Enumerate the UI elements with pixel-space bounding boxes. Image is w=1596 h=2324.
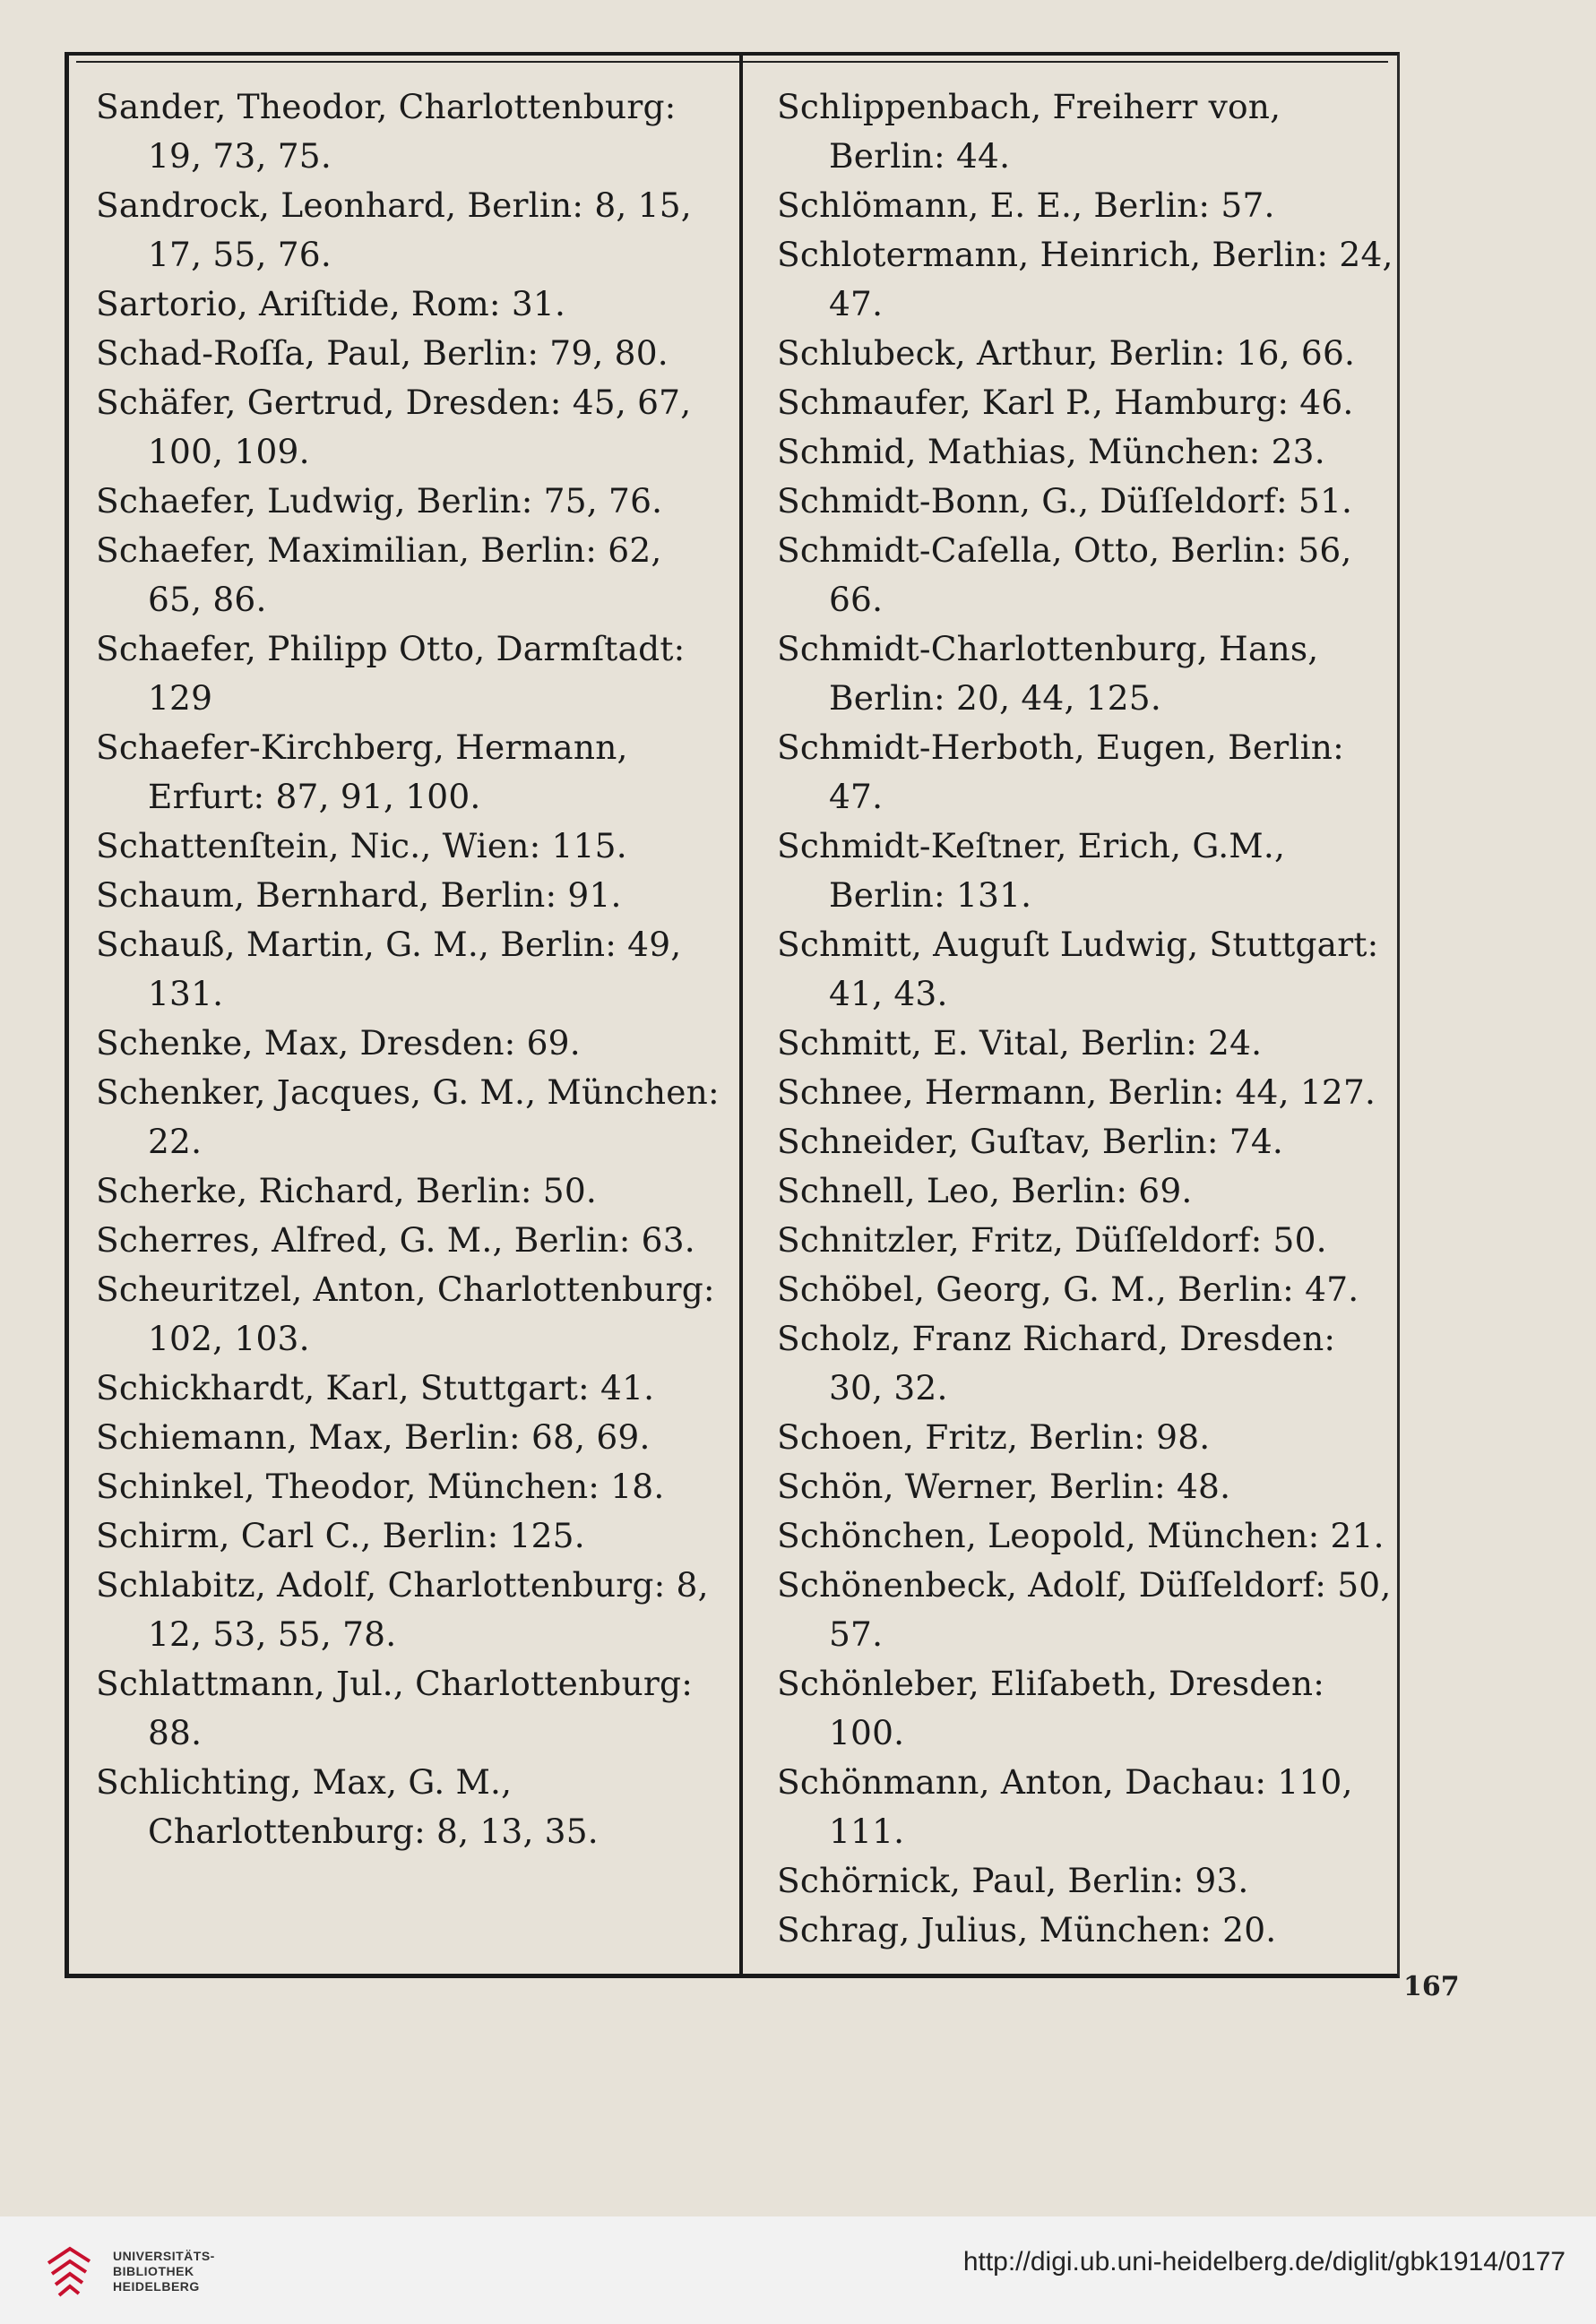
index-entry: Schmidt-Charlottenburg, Hans, Berlin: 20, 44, 125. xyxy=(777,629,1319,718)
index-entry: Scholz, Franz Richard, Dresden: 30, 32. xyxy=(777,1319,1336,1407)
index-entry: Schmidt-Herboth, Eugen, Berlin: 47. xyxy=(777,727,1344,816)
index-entry: Schnell, Leo, Berlin: 69. xyxy=(777,1171,1193,1210)
index-column-right xyxy=(777,82,1395,1955)
index-entry: Schenker, Jacques, G. M., München: 22. xyxy=(96,1072,720,1161)
library-name[interactable] xyxy=(113,2249,215,2294)
library-logo-icon[interactable] xyxy=(43,2236,95,2301)
index-entry: Schaefer-Kirchberg, Hermann, Erfurt: 87, 91, 100. xyxy=(96,727,628,816)
index-entry: Schmidt-Bonn, G., Düſſeldorf: 51. xyxy=(777,481,1353,521)
index-entry: Schneider, Guſtav, Berlin: 74. xyxy=(777,1122,1284,1161)
index-entry: Schöbel, Georg, G. M., Berlin: 47. xyxy=(777,1270,1359,1309)
index-entry: Schrag, Julius, München: 20. xyxy=(777,1910,1277,1950)
index-entry: Schaefer, Ludwig, Berlin: 75, 76. xyxy=(96,481,663,521)
index-entry: Schad-Roſſa, Paul, Berlin: 79, 80. xyxy=(96,333,669,373)
index-entry: Schlubeck, Arthur, Berlin: 16, 66. xyxy=(777,333,1356,373)
index-entry: Schnee, Hermann, Berlin: 44, 127. xyxy=(777,1072,1376,1112)
index-entry: Schmidt-Keſtner, Erich, G.M., Berlin: 131. xyxy=(777,826,1286,915)
index-entry: Schlichting, Max, G. M., Charlottenburg: 8, 13, 35. xyxy=(96,1762,599,1851)
index-entry: Schaum, Bernhard, Berlin: 91. xyxy=(96,875,622,915)
index-entry: Schattenſtein, Nic., Wien: 115. xyxy=(96,826,627,865)
column-divider xyxy=(739,56,743,1974)
index-entry: Schönenbeck, Adolf, Düſſeldorf: 50, 57. xyxy=(777,1565,1392,1654)
index-entry: Scheuritzel, Anton, Charlottenburg: 102, 103. xyxy=(96,1270,715,1358)
index-entry: Schmidt-Caſella, Otto, Berlin: 56, 66. xyxy=(777,530,1352,619)
page-number: 167 xyxy=(1403,1971,1460,2002)
index-entry: Schlotermann, Heinrich, Berlin: 24, 47. xyxy=(777,235,1393,323)
index-entry: Sander, Theodor, Charlottenburg: 19, 73, 75. xyxy=(96,87,677,176)
index-entry: Schmitt, E. Vital, Berlin: 24. xyxy=(777,1023,1263,1063)
index-column-left xyxy=(96,82,723,1856)
index-entry: Schlippenbach, Freiherr von, Berlin: 44. xyxy=(777,87,1281,176)
index-entry: Schaefer, Philipp Otto, Darmſtadt: 129 xyxy=(96,629,686,718)
index-entry: Schmid, Mathias, München: 23. xyxy=(777,432,1325,471)
library-name-line: UNIVERSITÄTS- xyxy=(113,2249,215,2263)
index-entry: Schlabitz, Adolf, Charlottenburg: 8, 12, 53, 55, 78. xyxy=(96,1565,709,1654)
index-frame xyxy=(65,52,1400,1978)
index-entry: Schönmann, Anton, Dachau: 110, 111. xyxy=(777,1762,1353,1851)
index-entry: Schoen, Fritz, Berlin: 98. xyxy=(777,1417,1211,1457)
index-entry: Schenke, Max, Dresden: 69. xyxy=(96,1023,581,1063)
index-entry: Schönchen, Leopold, München: 21. xyxy=(777,1516,1385,1555)
library-name-line: BIBLIOTHEK xyxy=(113,2264,194,2278)
index-entry: Schlömann, E. E., Berlin: 57. xyxy=(777,185,1275,225)
index-entry: Schinkel, Theodor, München: 18. xyxy=(96,1467,665,1506)
index-entry: Scherke, Richard, Berlin: 50. xyxy=(96,1171,598,1210)
index-entry: Schnitzler, Fritz, Düſſeldorf: 50. xyxy=(777,1220,1327,1260)
index-entry: Schiemann, Max, Berlin: 68, 69. xyxy=(96,1417,651,1457)
index-entry: Schön, Werner, Berlin: 48. xyxy=(777,1467,1231,1506)
index-entry: Schäfer, Gertrud, Dresden: 45, 67, 100, 109. xyxy=(96,383,692,471)
library-name-line: HEIDELBERG xyxy=(113,2279,200,2294)
index-entry: Sandrock, Leonhard, Berlin: 8, 15, 17, 55, 76. xyxy=(96,185,692,274)
index-entry: Schickhardt, Karl, Stuttgart: 41. xyxy=(96,1368,655,1407)
index-entry: Sartorio, Ariſtide, Rom: 31. xyxy=(96,284,566,323)
index-entry: Scherres, Alfred, G. M., Berlin: 63. xyxy=(96,1220,695,1260)
index-entry: Schönleber, Eliſabeth, Dresden: 100. xyxy=(777,1664,1325,1752)
index-entry: Schmitt, Auguſt Ludwig, Stuttgart: 41, 43. xyxy=(777,925,1379,1013)
viewer-footer xyxy=(0,2216,1596,2324)
permalink-url[interactable]: http://digi.ub.uni-heidelberg.de/diglit/gbk1914/0177 xyxy=(962,2247,1566,2277)
index-entry: Schirm, Carl C., Berlin: 125. xyxy=(96,1516,585,1555)
index-entry: Schlattmann, Jul., Charlottenburg: 88. xyxy=(96,1664,694,1752)
index-entry: Schörnick, Paul, Berlin: 93. xyxy=(777,1861,1249,1900)
index-entry: Schaefer, Maximilian, Berlin: 62, 65, 86. xyxy=(96,530,662,619)
index-entry: Schmaufer, Karl P., Hamburg: 46. xyxy=(777,383,1354,422)
index-entry: Schauß, Martin, G. M., Berlin: 49, 131. xyxy=(96,925,682,1013)
